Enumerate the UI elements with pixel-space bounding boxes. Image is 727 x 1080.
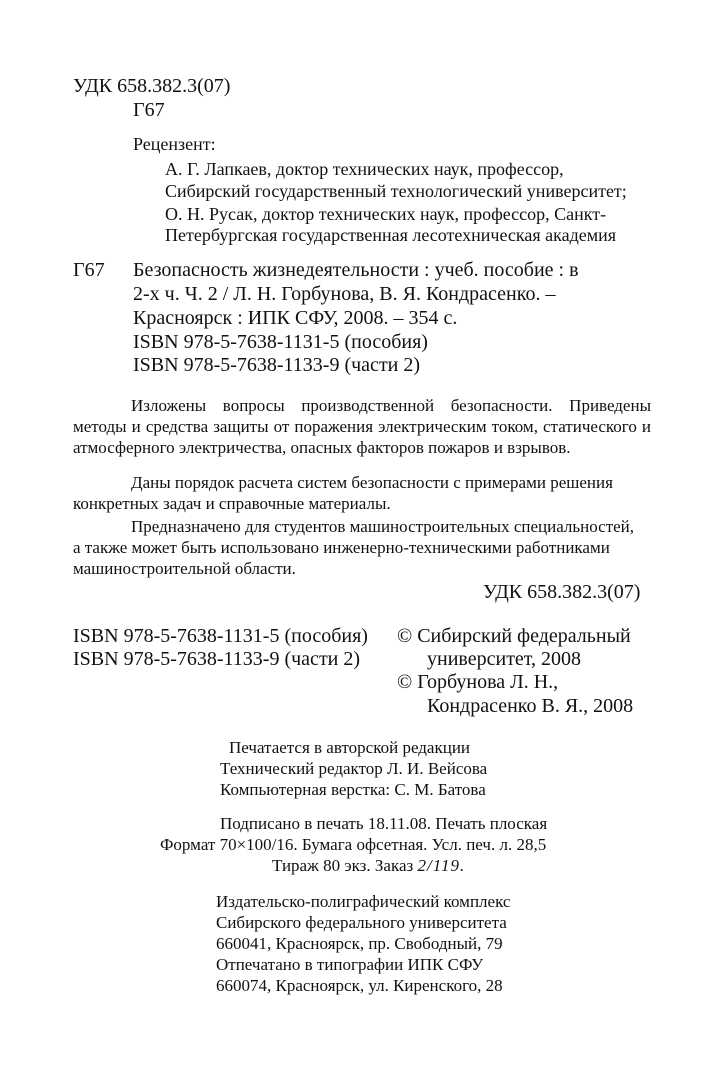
reviewer-line: Петербургская государственная лесотехническая академия: [165, 225, 617, 245]
udk-code-bottom: УДК 658.382.3(07): [483, 581, 641, 603]
bibliography-line: 2-х ч. Ч. 2 / Л. Н. Горбунова, В. Я. Кондрасенко. –: [133, 283, 556, 305]
imprint-line: [272, 857, 465, 874]
copyright-line: © Горбунова Л. Н.,: [397, 671, 559, 693]
copyright-isbn: ISBN 978-5-7638-1133-9 (части 2): [73, 648, 361, 670]
copyright-line: Кондрасенко В. Я., 2008: [427, 695, 634, 717]
bibliography-line: Красноярск : ИПК СФУ, 2008. – 354 с.: [133, 307, 458, 329]
abstract-line: машиностроительной области.: [73, 559, 296, 578]
udk-code: УДК 658.382.3(07): [73, 75, 231, 97]
author-mark: Г67: [133, 99, 165, 121]
abstract-line: а также может быть использовано инженерно-техническими работниками: [73, 538, 610, 557]
imprint-line: Компьютерная верстка: С. М. Батова: [220, 780, 486, 799]
reviewers-label: Рецензент:: [133, 134, 216, 154]
imprint-line: Технический редактор Л. И. Вейсова: [220, 759, 488, 778]
handwritten-order-number: 2/119.: [417, 856, 466, 875]
reviewer-line: А. Г. Лапкаев, доктор технических наук, профессор,: [165, 159, 564, 179]
publisher-line: 660074, Красноярск, ул. Киренского, 28: [216, 976, 503, 995]
abstract-line: конкретных задач и справочные материалы.: [73, 494, 391, 513]
imprint-line: Печатается в авторской редакции: [229, 738, 471, 757]
isbn-line: ISBN 978-5-7638-1133-9 (части 2): [133, 354, 421, 376]
bibliography-code: Г67: [73, 259, 105, 281]
abstract-line: Предназначено для студентов машиностроительных специальностей,: [131, 517, 635, 536]
copyright-isbn: ISBN 978-5-7638-1131-5 (пособия): [73, 625, 368, 647]
abstract-line: Даны порядок расчета систем безопасности с примерами решения: [131, 473, 613, 492]
publisher-line: 660041, Красноярск, пр. Свободный, 79: [216, 934, 503, 953]
publisher-line: Издательско-полиграфический комплекс: [216, 892, 511, 911]
imprint-line: Формат 70×100/16. Бумага офсетная. Усл. печ. л. 28,5: [160, 835, 547, 854]
imprint-line: Подписано в печать 18.11.08. Печать плоская: [220, 814, 548, 833]
bibliography-line: Безопасность жизнедеятельности : учеб. пособие : в: [133, 259, 579, 281]
circulation-text: Тираж 80 экз. Заказ: [272, 856, 414, 875]
publisher-line: Сибирского федерального университета: [216, 913, 507, 932]
copyright-line: © Сибирский федеральный: [397, 625, 631, 647]
publisher-line: Отпечатано в типографии ИПК СФУ: [216, 955, 484, 974]
abstract-paragraph: Изложены вопросы производственной безопасности. Приведены методы и средства защиты от поражения электрическим током, статического и атмосферного электричества, опасных факторов пожаров и взрывов.: [73, 396, 651, 457]
isbn-line: ISBN 978-5-7638-1131-5 (пособия): [133, 331, 428, 353]
copyright-line: университет, 2008: [427, 648, 582, 670]
reviewer-line: Сибирский государственный технологический университет;: [165, 181, 627, 201]
reviewer-line: О. Н. Русак, доктор технических наук, профессор, Санкт-: [165, 204, 607, 224]
